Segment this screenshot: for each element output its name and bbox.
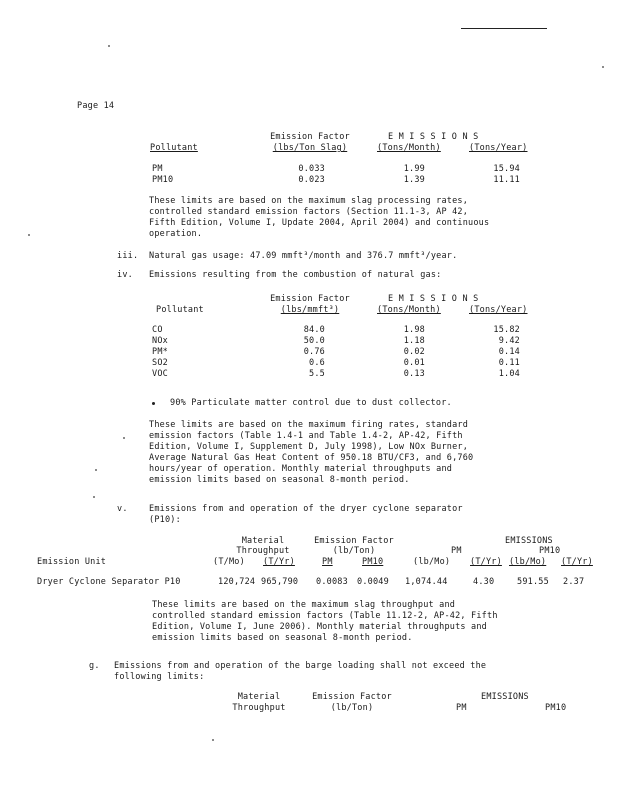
tons-month-header: (Tons/Month) bbox=[377, 143, 441, 153]
pollutant-header: Pollutant bbox=[156, 305, 204, 315]
paragraph-line: Edition, Volume I, June 2006). Monthly material throughputs and bbox=[152, 622, 487, 632]
bullet-icon bbox=[152, 402, 155, 405]
pm-header: PM bbox=[456, 703, 467, 713]
ef-cell: 5.5 bbox=[309, 369, 325, 379]
scan-speck bbox=[95, 469, 97, 471]
throughput-header: Throughput bbox=[236, 546, 290, 556]
scan-speck bbox=[602, 66, 604, 68]
paragraph-line: emission limits based on seasonal 8-month period. bbox=[152, 633, 413, 643]
pollutant-header: Pollutant bbox=[150, 143, 198, 153]
item-v-text: (P10): bbox=[149, 515, 181, 525]
ef-cell: 0.6 bbox=[309, 358, 325, 368]
item-iii-text: Natural gas usage: 47.09 mmft³/month and 376.7 mmft³/year. bbox=[149, 251, 458, 261]
pm-lbmo-header: (lb/Mo) bbox=[413, 557, 451, 567]
tm-cell: 1.99 bbox=[403, 164, 425, 174]
paragraph-line: hours/year of operation. Monthly material throughputs and bbox=[149, 464, 453, 474]
ef-header: Emission Factor bbox=[270, 294, 350, 304]
scan-speck bbox=[212, 739, 214, 741]
pollutant-cell: SO2 bbox=[152, 358, 168, 368]
paragraph-line: These limits are based on the maximum slag throughput and bbox=[152, 600, 456, 610]
paragraph-line: operation. bbox=[149, 229, 203, 239]
paragraph-line: controlled standard emission factors (Section 11.1-3, AP 42, bbox=[149, 207, 469, 217]
pm-tyr-header: (T/Yr) bbox=[470, 557, 502, 567]
item-g-number: g. bbox=[89, 661, 100, 671]
material-header: Material bbox=[241, 536, 285, 546]
tm-cell: 0.02 bbox=[403, 347, 425, 357]
ef-cell: 0.023 bbox=[298, 175, 325, 185]
ef-units-header: (lbs/mmft³) bbox=[280, 305, 340, 315]
pollutant-cell: PM bbox=[152, 164, 163, 174]
top-rule bbox=[461, 28, 547, 29]
ty-cell: 0.14 bbox=[498, 347, 520, 357]
pm10-tyr-header: (T/Yr) bbox=[561, 557, 593, 567]
pm10-lbmo-header: (lb/Mo) bbox=[509, 557, 547, 567]
scan-speck bbox=[93, 496, 95, 498]
pollutant-cell: NOx bbox=[152, 336, 168, 346]
tmo-cell: 120,724 bbox=[218, 577, 256, 587]
ef-cell: 0.76 bbox=[303, 347, 325, 357]
pollutant-cell: PM* bbox=[152, 347, 168, 357]
ef-pm10-header: PM10 bbox=[362, 557, 384, 567]
tm-cell: 0.13 bbox=[403, 369, 425, 379]
pm10-lbmo-cell: 591.55 bbox=[517, 577, 549, 587]
paragraph-line: emission factors (Table 1.4-1 and Table 1.4-2, AP-42, Fifth bbox=[149, 431, 463, 441]
item-iii-number: iii. bbox=[117, 251, 139, 261]
ty-cell: 15.82 bbox=[493, 325, 520, 335]
ef-pm10-cell: 0.0049 bbox=[357, 577, 389, 587]
ef-cell: 0.033 bbox=[298, 164, 325, 174]
item-iv-text: Emissions resulting from the combustion of natural gas: bbox=[149, 270, 442, 280]
paragraph-line: Average Natural Gas Heat Content of 950.18 BTU/CF3, and 6,760 bbox=[149, 453, 474, 463]
scan-speck bbox=[108, 45, 110, 47]
item-v-number: v. bbox=[117, 504, 128, 514]
tons-year-header: (Tons/Year) bbox=[469, 305, 528, 315]
tm-cell: 0.01 bbox=[403, 358, 425, 368]
ty-cell: 0.11 bbox=[498, 358, 520, 368]
item-iv-number: iv. bbox=[117, 270, 133, 280]
ef-units-header: (lbs/Ton Slag) bbox=[272, 143, 348, 153]
ef-header: Emission Factor bbox=[312, 692, 392, 702]
tm-cell: 1.39 bbox=[403, 175, 425, 185]
ef-pm-header: PM bbox=[322, 557, 333, 567]
ty-cell: 1.04 bbox=[498, 369, 520, 379]
item-v-text: Emissions from and operation of the dryer cyclone separator bbox=[149, 504, 463, 514]
paragraph-line: controlled standard emission factors (Table 11.12-2, AP-42, Fifth bbox=[152, 611, 498, 621]
ef-pm-cell: 0.0083 bbox=[316, 577, 348, 587]
footnote: 90% Particulate matter control due to dust collector. bbox=[170, 398, 452, 408]
tyr-cell: 965,790 bbox=[261, 577, 299, 587]
tons-month-header: (Tons/Month) bbox=[377, 305, 441, 315]
paragraph-line: emission limits based on seasonal 8-month period. bbox=[149, 475, 410, 485]
ef-cell: 50.0 bbox=[303, 336, 325, 346]
ty-cell: 11.11 bbox=[493, 175, 520, 185]
unit-cell: Dryer Cyclone Separator P10 bbox=[37, 577, 181, 587]
emissions-header: EMISSIONS bbox=[481, 692, 529, 702]
throughput-header: Throughput bbox=[232, 703, 286, 713]
item-g-text: following limits: bbox=[114, 672, 205, 682]
page-label: Page 14 bbox=[77, 101, 115, 111]
scan-speck bbox=[123, 437, 125, 439]
pm10-header: PM10 bbox=[545, 703, 567, 713]
emissions-header: E M I S S I O N S bbox=[388, 132, 479, 142]
tmo-header: (T/Mo) bbox=[213, 557, 245, 567]
ef-units-header: (lb/Ton) bbox=[330, 703, 374, 713]
paragraph-line: These limits are based on the maximum firing rates, standard bbox=[149, 420, 469, 430]
pollutant-cell: PM10 bbox=[152, 175, 174, 185]
tyr-header: (T/Yr) bbox=[263, 557, 295, 567]
ef-header: Emission Factor bbox=[270, 132, 350, 142]
pm-tyr-cell: 4.30 bbox=[473, 577, 495, 587]
scan-speck bbox=[28, 234, 30, 236]
tm-cell: 1.98 bbox=[403, 325, 425, 335]
pollutant-cell: VOC bbox=[152, 369, 168, 379]
paragraph-line: Fifth Edition, Volume I, Update 2004, April 2004) and continuous bbox=[149, 218, 490, 228]
paragraph-line: Edition, Volume I, Supplement D, July 1998), Low NOx Burner, bbox=[149, 442, 469, 452]
pm10-header: PM10 bbox=[539, 546, 561, 556]
pm-lbmo-cell: 1,074.44 bbox=[405, 577, 448, 587]
ef-header: Emission Factor bbox=[314, 536, 394, 546]
tons-year-header: (Tons/Year) bbox=[469, 143, 528, 153]
pm10-tyr-cell: 2.37 bbox=[563, 577, 585, 587]
item-g-text: Emissions from and operation of the barge loading shall not exceed the bbox=[114, 661, 487, 671]
emissions-header: EMISSIONS bbox=[505, 536, 553, 546]
pollutant-cell: CO bbox=[152, 325, 163, 335]
ef-units-header: (lb/Ton) bbox=[332, 546, 376, 556]
paragraph-line: These limits are based on the maximum slag processing rates, bbox=[149, 196, 469, 206]
tm-cell: 1.18 bbox=[403, 336, 425, 346]
pm-header: PM bbox=[451, 546, 462, 556]
emission-unit-header: Emission Unit bbox=[37, 557, 107, 567]
ty-cell: 9.42 bbox=[498, 336, 520, 346]
ef-cell: 84.0 bbox=[303, 325, 325, 335]
emissions-header: E M I S S I O N S bbox=[388, 294, 479, 304]
material-header: Material bbox=[237, 692, 281, 702]
ty-cell: 15.94 bbox=[493, 164, 520, 174]
